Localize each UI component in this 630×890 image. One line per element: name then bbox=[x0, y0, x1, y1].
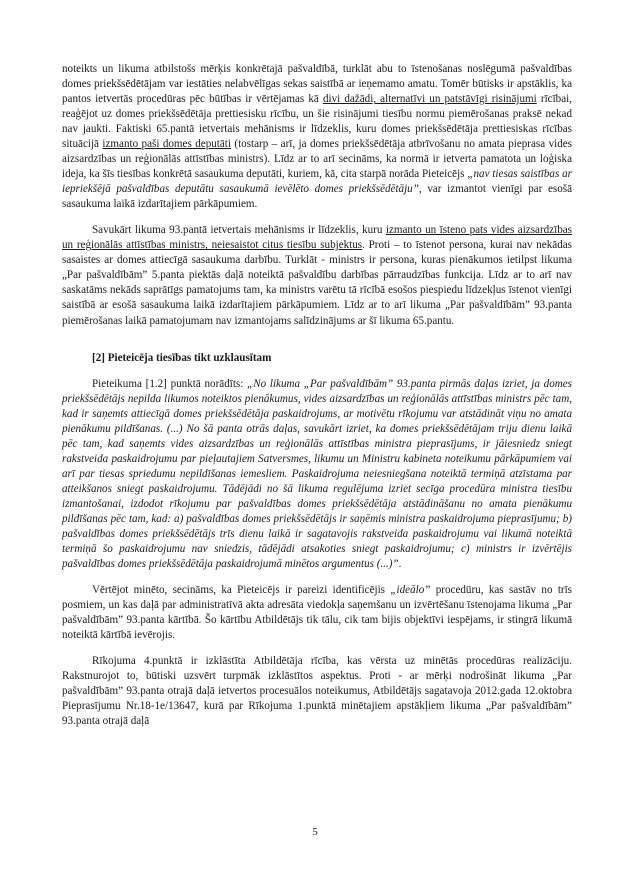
text-run: . bbox=[398, 557, 402, 570]
text-run: Rīkojuma 4.punktā ir izklāstīta Atbildētāja rīcība, kas vērsta uz minētās procedūras realizāciju. Rakstnurojot to, būtiski uzsvērt turpmāk izklāstītos aspektus. Proti - ar mērķi nodrošināt likuma „Par pašvaldībām” 93.panta otrajā daļā ietvertos procesuālos noteikumus, Atbildētājs sagatavoja 2012.gada 12.oktobra Pieprasījumu Nr.18-1e/13647, kurā par Rīkojuma 1.punktā minētajiem apstākļiem likuma „Par pašvaldībām” 93.panta otrajā daļā bbox=[62, 655, 572, 728]
text-run: (tostarp – arī, ja domes priekšsēdētāja atbrīvošanu no amata pieprasa vides aizsardzības un reģionālās attīstības ministrs). Līdz ar to arī secināms, ka normā ir ietverta pamatota un loģiska ideja, ka šīs tiesības konkrētā sasaukuma deputāti, kuriem, kā, cita starpā norāda Pieteicējs bbox=[62, 138, 572, 181]
document-body bbox=[62, 62, 572, 729]
text-run: Vērtējot minēto, secināms, ka Pieteicējs ir pareizi identificējis bbox=[92, 583, 391, 596]
text-run: Savukārt likuma 93.pantā ietvertais mehānisms ir līdzeklis, kuru bbox=[92, 224, 386, 237]
text-run: rīcībai, reaģējot uz domes priekšsēdētāja prettiesisku rīcību, un šie risinājumi tiesību normu piemērošanas praksē nekad nav jaukti. Faktiski 65.pantā ietvertais mehānisms ir līdzeklis, kuru domes priekšsēdētāja prettiesiskas rīcības situācijā bbox=[62, 93, 572, 151]
section-heading: [2] Pieteicēja tiesības tikt uzklausītam bbox=[92, 351, 272, 364]
paragraph-3 bbox=[62, 377, 572, 572]
paragraph-4 bbox=[62, 583, 572, 643]
text-run-italic: „nav tiesas saistības ar iepriekšējā pašvaldības deputātu sasaukumā ievēlēto domes priekšsēdētāju” bbox=[62, 168, 573, 196]
paragraph-2 bbox=[62, 223, 572, 328]
page-number: 5 bbox=[312, 826, 318, 838]
quoted-text: „No likuma „Par pašvaldībām” 93.panta pirmās daļas izriet, ja domes priekšsēdētājs nepilda likumos noteiktos pienākumus, vides aizsardzības un reģionālās attīstības ministrs pēc tam, kad ir saņemts attiecīgā domes priekšsēdētāja paskaidrojums, ar motivētu rīkojumu var atstādināt viņu no amata pienākumu pildīšanas. (...) No šā panta otrās daļas, savukārt izriet, ka domes priekšsēdētājam triju dienu laikā pēc tam, kad saņemts vides aizsardzības un reģionālās attīstības ministra pieprasījums, ir jāiesniedz sniegt rakstveida paskaidrojumu par pieļautajiem Satversmes, likumu un Ministru kabineta noteikumu pārkāpumiem vai arī par tiesas spriedumu nepildīšanas iemesliem. Paskaidrojuma neiesniegšana noteiktā termiņā atzīstama par atteikšanos sniegt paskaidrojumu. Tādējādi no šā likuma regulējuma izriet secīga procedūra ministra tiesību izmantošanai, izdodot rīkojumu par pašvaldības domes priekšsēdētāja atstādināšanu no amata pienākumu pildīšanas pēc tam, kad: a) pašvaldības domes priekšsēdētājs ir saņēmis ministra paskaidrojuma pieprasījumu; b) pašvaldības domes priekšsēdētājs trīs dienu laikā ir sagatavojis rakstveida paskaidrojumu vai likumā noteiktā termiņā šo paskaidrojumu nav sniedzis, tādējādi atsakoties sniegt paskaidrojumu; c) ministrs ir izvērtējis pašvaldības domes priekšsēdētāja paskaidrojumā minētos argumentus (...)” bbox=[62, 377, 572, 570]
paragraph-5 bbox=[62, 654, 572, 729]
paragraph-1 bbox=[62, 62, 572, 212]
text-run: , var izmantot vienīgi par esošā sasaukuma laikā izdarītajiem pārkāpumiem. bbox=[62, 183, 572, 211]
text-run-italic: „ideālo” bbox=[390, 583, 431, 596]
text-run-underline: izmanto un īsteno pats vides aizsardzības un reģionālās attīstības ministrs, neiesaistot citus tiesību subjektus bbox=[62, 224, 572, 252]
text-run-underline: divi dažādi, alternatīvi un patstāvīgi risinājumi bbox=[322, 93, 537, 106]
text-run: noteikts un likuma atbilstošs mērķis konkrētajā pašvaldībā, turklāt abu to īstenošanas noslēgumā pašvaldības domes priekšsēdētājam var iestāties nelabvēlīgas sekas saistībā ar ieņemamo amatu. Tomēr būtisks ir apstāklis, ka pantos ietvertās procedūras pēc būtības ir vērtējamas kā bbox=[62, 63, 572, 106]
text-run: . Proti – to īstenot persona, kurai nav nekādas sasaistes ar domes attiecīgā sasaukuma darbību. Turklāt - ministrs ir persona, kuras pienākumos ietilpst likuma „Par pašvaldībām” 5.panta piektās daļā noteiktā pašvaldību darbības pārraudzības funkcija. Līdz ar to arī nav saskatāms nekāds saprātīgs pamatojums tam, ka ministrs varētu tā rīcībā esošos piespiedu līdzekļus īstenot vienīgi saistībā ar esošā sasaukuma laikā izdarītajiem pārkāpumiem. Līdz ar to arī likuma „Par pašvaldībām” 93.panta piemērošanas laikā pamatojumam nav izmantojams salīdzinājums ar šī likuma 65.pantu. bbox=[62, 239, 572, 327]
text-run-underline: izmanto paši domes deputāti bbox=[102, 138, 231, 151]
text-run: Pieteikuma [1.2] punktā norādīts: bbox=[92, 377, 248, 390]
text-run: procedūru, kas sastāv no trīs posmiem, un kas daļā par administratīvā akta adresāta viedokļa saņemšanu un izvērtēšanu īstenojama likuma „Par pašvaldībām” 93.panta kārtībā. Šo kārtību Atbildētājs tik tālu, cik tam bijis objektīvi iespējams, ir stingrā likumā noteiktā kārtībā ievērojis. bbox=[62, 583, 572, 642]
